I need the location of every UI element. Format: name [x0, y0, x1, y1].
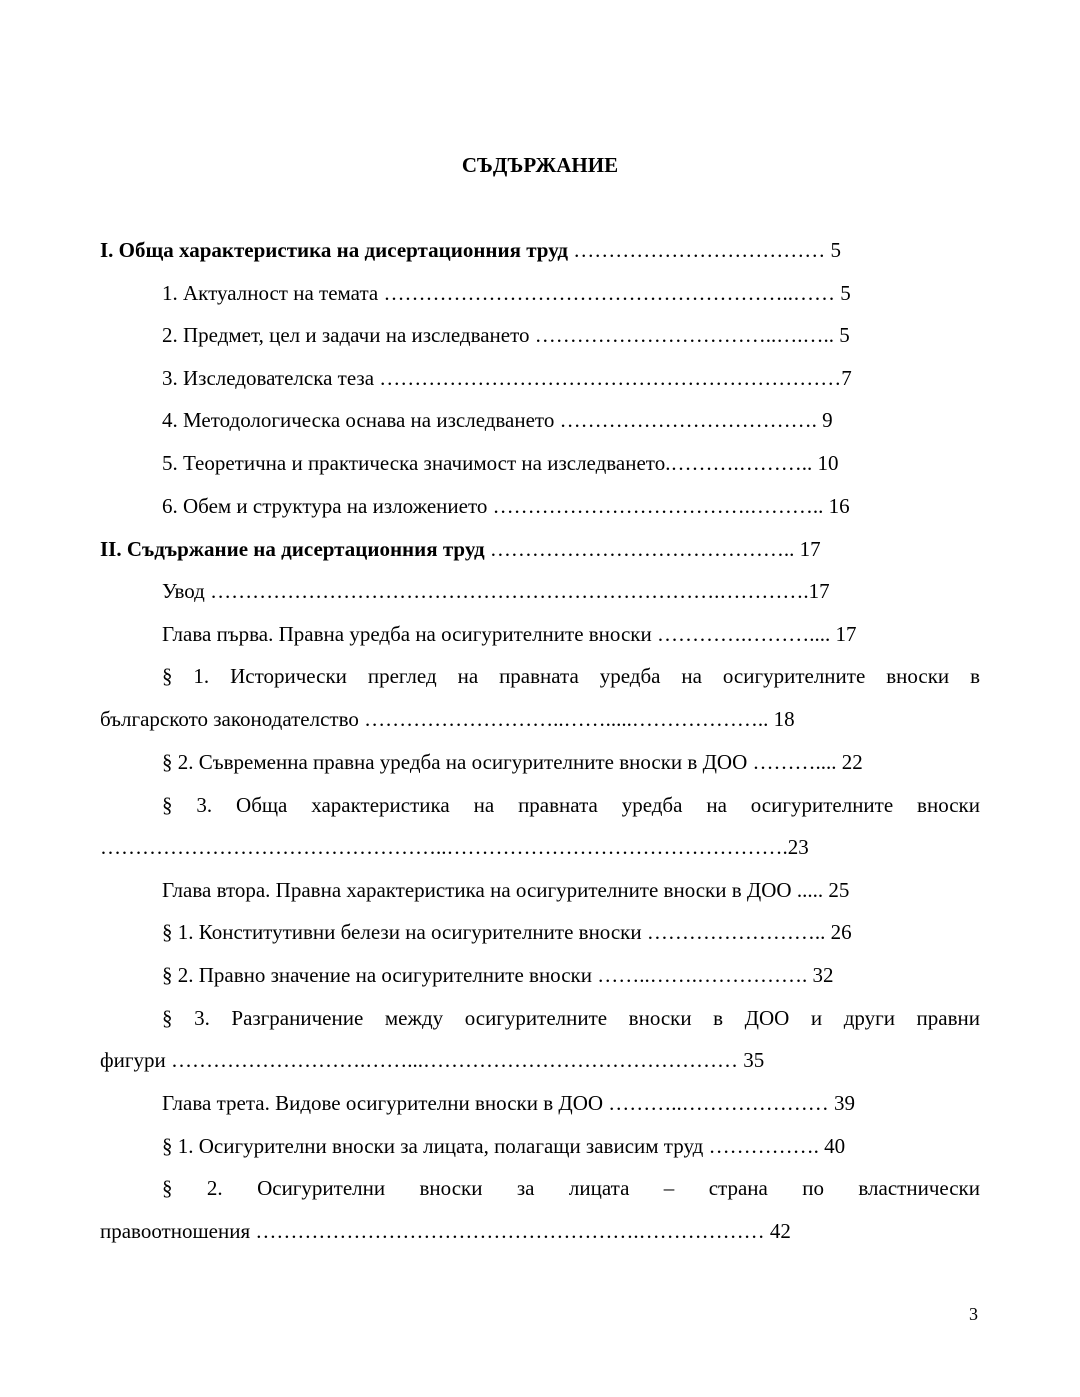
toc-entry	[162, 918, 852, 946]
toc-page-number: 26	[830, 920, 852, 944]
toc-entry-text: § 1. Конститутивни белези на осигурителните вноски	[162, 920, 642, 944]
toc-page-number: 5	[830, 238, 841, 262]
toc-entry-continuation	[100, 1217, 791, 1245]
toc-leader-dots: …………………………………………………..……	[378, 281, 841, 305]
toc-entry	[162, 1132, 845, 1160]
toc-leader-dots: ……………………………………..	[484, 537, 800, 561]
toc-leader-dots: ……………………………….………..	[487, 494, 829, 518]
toc-leader-dots: ………....	[747, 750, 842, 774]
toc-entry-text: § 1. Исторически преглед на правната уредба на осигурителните вноски в	[162, 664, 980, 688]
toc-entry-part-1	[100, 236, 841, 264]
toc-entry-text: Увод	[162, 579, 205, 603]
toc-entry	[162, 620, 856, 648]
toc-page-number: 40	[824, 1134, 846, 1158]
toc-leader-dots: ……….………..	[670, 451, 818, 475]
toc-leader-dots: ……………………………………………………………….………….	[204, 579, 809, 603]
toc-entry-text: Глава първа. Правна уредба на осигурителните вноски	[162, 622, 652, 646]
toc-entry	[162, 321, 850, 349]
toc-entry-text: 5. Теоретична и практическа значимост на изследването.	[162, 451, 671, 475]
toc-page-number: 7	[841, 366, 852, 390]
toc-entry-text: § 2. Съвременна правна уредба на осигурителните вноски в ДОО	[162, 750, 748, 774]
toc-entry	[162, 791, 980, 819]
toc-page-number: 17	[799, 537, 821, 561]
toc-entry	[162, 1174, 980, 1202]
toc-entry-text: § 3. Обща характеристика на правната уредба на осигурителните вноски	[162, 793, 980, 817]
toc-entry-text: 4. Методологическа оснава на изследването	[162, 408, 555, 432]
toc-entry-text: § 2. Правно значение на осигурителните вноски	[162, 963, 592, 987]
toc-entry	[162, 577, 830, 605]
toc-entry	[162, 662, 980, 690]
toc-page-number: 32	[812, 963, 834, 987]
toc-leader-dots: ……..…….…………….	[591, 963, 813, 987]
page-number: 3	[969, 1304, 978, 1324]
toc-entry-text: 6. Обем и структура на изложението	[162, 494, 488, 518]
toc-leader-dots: ………………………………	[568, 238, 831, 262]
toc-entry-text: правоотношения	[100, 1219, 251, 1243]
toc-leader-dots: …………….	[703, 1134, 825, 1158]
toc-entry	[162, 492, 850, 520]
toc-entry-text: § 1. Осигурителни вноски за лицата, полагащи зависим труд	[162, 1134, 704, 1158]
toc-page-number: 10	[817, 451, 839, 475]
toc-leader-dots: ………………………..…….....………………..	[358, 707, 774, 731]
toc-page-number: 22	[841, 750, 863, 774]
toc-entry	[162, 961, 833, 989]
toc-entry-text: Глава втора. Правна характеристика на осигурителните вноски в ДОО	[162, 878, 792, 902]
toc-page-number: 17	[808, 579, 830, 603]
toc-page-number: 25	[828, 878, 850, 902]
toc-leader-dots: ……………………..	[641, 920, 831, 944]
toc-leader-dots: ………..…………………	[603, 1091, 835, 1115]
toc-entry-text: фигури	[100, 1048, 166, 1072]
toc-page-number: 5	[840, 281, 851, 305]
toc-entry	[162, 279, 851, 307]
toc-entry-continuation	[100, 705, 795, 733]
toc-leader-dots: ……………………………..….…..	[529, 323, 840, 347]
toc-entry	[162, 876, 849, 904]
toc-entry-text: § 2. Осигурителни вноски за лицата – страна по властнически	[162, 1176, 980, 1200]
toc-entry-text: II. Съдържание на дисертационния труд	[100, 537, 485, 561]
toc-page-number: 42	[769, 1219, 791, 1243]
page-title: СЪДЪРЖАНИЕ	[461, 153, 619, 177]
toc-entry	[162, 1089, 855, 1117]
toc-entry	[162, 364, 852, 392]
toc-entry-text: § 3. Разграничение между осигурителните вноски в ДОО и други правни	[162, 1006, 980, 1030]
toc-entry-text: 1. Актуалност на темата	[162, 281, 379, 305]
toc-leader-dots: …………………………………………………………	[374, 366, 842, 390]
toc-entry	[162, 406, 833, 434]
toc-entry-text: Глава трета. Видове осигурителни вноски в ДОО	[162, 1091, 604, 1115]
toc-entry-text: I. Обща характеристика на дисертационния труд	[100, 238, 568, 262]
toc-page-number: 23	[787, 835, 809, 859]
toc-leader-dots: …………………………………………..………………………………………….	[100, 835, 788, 859]
toc-entry-text: българското законодателство	[100, 707, 359, 731]
toc-entry	[162, 748, 863, 776]
toc-leader-dots: ……………………………….	[554, 408, 823, 432]
toc-leader-dots: ……………………………………………….………………	[250, 1219, 770, 1243]
toc-entry	[162, 449, 838, 477]
toc-page-number: 5	[839, 323, 850, 347]
toc-entry-continuation	[100, 833, 809, 861]
toc-page-number: 16	[828, 494, 850, 518]
toc-entry	[162, 1004, 980, 1032]
toc-page-number: 35	[743, 1048, 765, 1072]
toc-leader-dots: .....	[791, 878, 829, 902]
toc-page-number: 18	[773, 707, 795, 731]
toc-leader-dots: ………….………....	[651, 622, 836, 646]
toc-page-number: 39	[834, 1091, 856, 1115]
toc-page-number: 9	[822, 408, 833, 432]
toc-page-number: 17	[835, 622, 857, 646]
toc-entry-text: 2. Предмет, цел и задачи на изследването	[162, 323, 530, 347]
toc-leader-dots: ……………………….……...………………………………………	[165, 1048, 744, 1072]
toc-entry-continuation	[100, 1046, 764, 1074]
toc-entry-part-2	[100, 535, 821, 563]
toc-entry-text: 3. Изследователска теза	[162, 366, 375, 390]
